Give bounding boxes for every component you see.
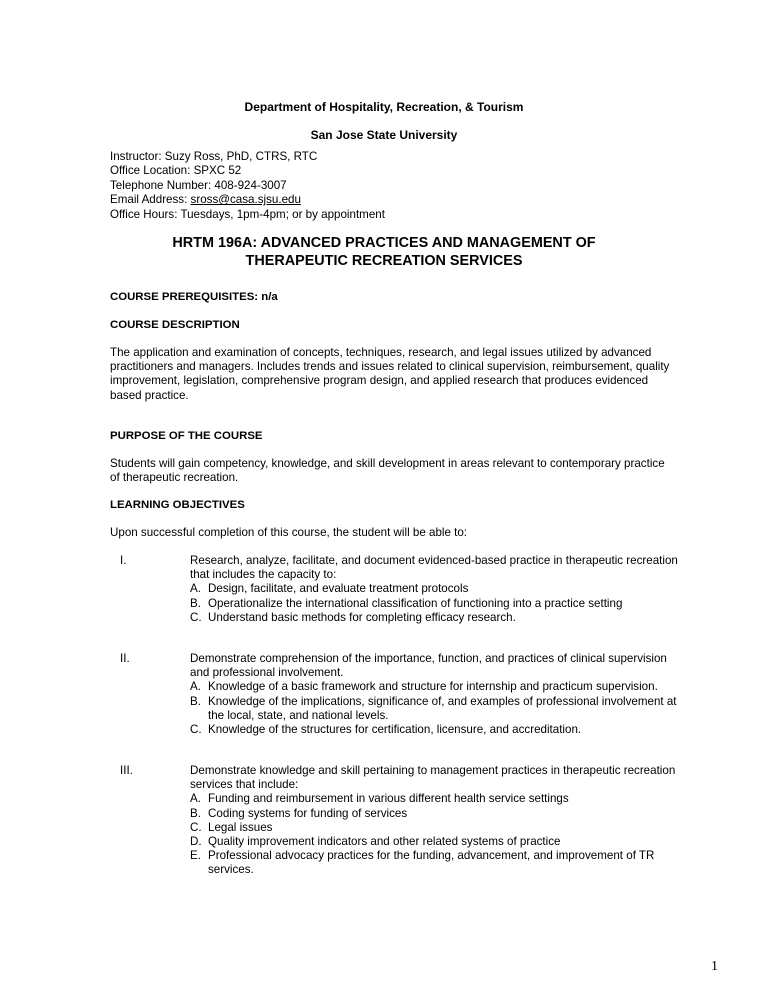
- department-heading: Department of Hospitality, Recreation, & Tourism: [244, 100, 524, 114]
- objective-text: Demonstrate comprehension of the importance, function, and practices of clinical supervision and professional involvement.: [190, 652, 667, 680]
- objective-sub-item: [190, 723, 680, 737]
- sub-text: Operationalize the international classification of functioning into a practice setting: [208, 596, 623, 610]
- sub-text: Knowledge of a basic framework and structure for internship and practicum supervision.: [208, 680, 658, 694]
- objective-sub-item: [190, 821, 680, 835]
- office-hours: Office Hours: Tuesdays, 1pm-4pm; or by appointment: [110, 207, 385, 221]
- objective-text: Research, analyze, facilitate, and document evidenced-based practice in therapeutic recreation that includes the capacity to:: [190, 554, 678, 582]
- objective-sub-item: [190, 849, 680, 877]
- objective-sub-item: [190, 695, 680, 723]
- sub-text: Knowledge of the implications, significance of, and examples of professional involvement at the local, state, and national levels.: [208, 694, 677, 722]
- sub-text: Quality improvement indicators and other related systems of practice: [208, 835, 561, 849]
- purpose-heading: PURPOSE OF THE COURSE: [110, 430, 263, 442]
- sub-letter: A.: [190, 680, 201, 694]
- sub-text: Legal issues: [208, 820, 273, 834]
- sub-letter: E.: [190, 849, 201, 863]
- university-heading: San Jose State University: [310, 128, 458, 142]
- description-heading: COURSE DESCRIPTION: [110, 319, 240, 331]
- sub-letter: A.: [190, 792, 201, 806]
- objective-number: II.: [120, 652, 130, 665]
- objective-sub-item: [190, 582, 680, 596]
- email-row: [110, 193, 385, 207]
- purpose-text: Students will gain competency, knowledge, and skill development in areas relevant to contemporary practice of therapeutic recreation.: [110, 457, 665, 485]
- instructor-line: Instructor: Suzy Ross, PhD, CTRS, RTC: [110, 150, 318, 163]
- objectives-intro: Upon successful completion of this course, the student will be able to:: [110, 526, 468, 539]
- objective-sub-item: [190, 680, 680, 694]
- sub-letter: B.: [190, 694, 201, 708]
- sub-letter: B.: [190, 806, 201, 820]
- sub-text: Funding and reimbursement in various different health service settings: [208, 792, 569, 806]
- sub-letter: C.: [190, 820, 202, 834]
- objective-sub-item: [190, 807, 680, 821]
- description-text: The application and examination of concepts, techniques, research, and legal issues utilized by advanced practitioners and managers. Includes trends and issues related to clinical supervision, reimbursement, quality improvement, legislation, comprehensive program design, and applied research that produces evidenced based practice.: [110, 346, 670, 402]
- prerequisites-heading: COURSE PREREQUISITES: n/a: [110, 291, 278, 303]
- sub-text: Professional advocacy practices for the funding, advancement, and improvement of TR services.: [208, 849, 655, 877]
- instructor-info: [110, 150, 385, 222]
- objectives-heading: LEARNING OBJECTIVES: [110, 499, 245, 511]
- sub-letter: A.: [190, 582, 201, 596]
- sub-text: Understand basic methods for completing efficacy research.: [208, 610, 516, 624]
- sub-letter: D.: [190, 835, 202, 849]
- course-title: HRTM 196A: ADVANCED PRACTICES AND MANAGEMENT OF THERAPEUTIC RECREATION SERVICES: [172, 235, 596, 269]
- objective-body: [190, 764, 680, 878]
- objective-sub-item: [190, 835, 680, 849]
- sub-text: Design, facilitate, and evaluate treatment protocols: [208, 582, 469, 596]
- email-link[interactable]: sross@casa.sjsu.edu: [190, 193, 301, 207]
- sub-letter: C.: [190, 723, 202, 737]
- email-label: Email Address:: [110, 193, 191, 207]
- sub-text: Knowledge of the structures for certification, licensure, and accreditation.: [208, 723, 582, 737]
- objective-sub-item: [190, 611, 680, 625]
- page-number: 1: [711, 959, 718, 974]
- sub-letter: B.: [190, 596, 201, 610]
- objective-number: III.: [120, 764, 133, 777]
- sub-letter: C.: [190, 610, 202, 624]
- telephone-number: Telephone Number: 408-924-3007: [110, 178, 287, 192]
- sub-text: Coding systems for funding of services: [208, 806, 408, 820]
- objective-sub-item: [190, 792, 680, 806]
- objective-number: I.: [120, 554, 127, 567]
- office-location: Office Location: SPXC 52: [110, 164, 242, 178]
- objective-sub-item: [190, 597, 680, 611]
- objective-text: Demonstrate knowledge and skill pertaining to management practices in therapeutic recreation services that include:: [190, 764, 676, 792]
- objective-body: [190, 652, 680, 737]
- objective-body: [190, 554, 680, 625]
